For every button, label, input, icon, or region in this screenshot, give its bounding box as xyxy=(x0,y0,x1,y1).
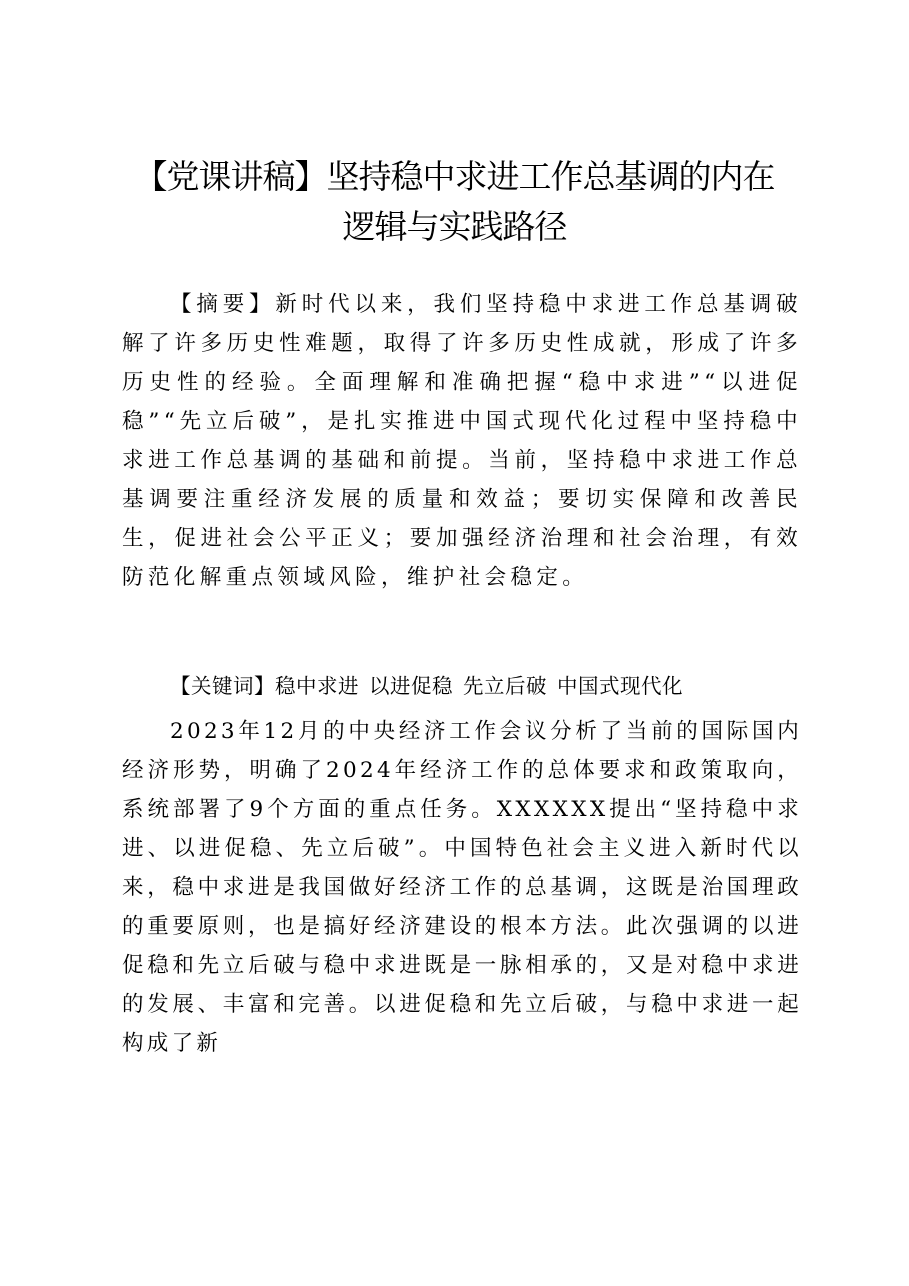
body-paragraph: 2023年12月的中央经济工作会议分析了当前的国际国内经济形势，明确了2024年经济工作的总体要求和政策取向，系统部署了9个方面的重点任务。XXXXXX提出“坚持稳中求进、以进促稳、先立后破”。中国特色社会主义进入新时代以来，稳中求进是我国做好经济工作的总基调，这既是治国理政的重要原则，也是搞好经济建设的根本方法。此次强调的以进促稳和先立后破与稳中求进既是一脉相承的，又是对稳中求进的发展、丰富和完善。以进促稳和先立后破，与稳中求进一起构成了新 xyxy=(122,719,802,1056)
title-line-1: 【党课讲稿】坚持稳中求进工作总基调的内在 xyxy=(134,157,775,196)
keyword: 稳中求进 xyxy=(275,674,359,698)
keywords-label: 【关键词】 xyxy=(170,674,275,698)
abstract-paragraph: 【摘要】新时代以来，我们坚持稳中求进工作总基调破解了许多历史性难题，取得了许多历史性成就，形成了许多历史性的经验。全面理解和准确把握“稳中求进”“以进促稳”“先立后破”，是扎实推进中国式现代化过程中坚持稳中求进工作总基调的基础和前提。当前，坚持稳中求进工作总基调要注重经济发展的质量和效益；要切实保障和改善民生，促进社会公平正义；要加强经济治理和社会治理，有效防范化解重点领域风险，维护社会稳定。 xyxy=(122,292,802,590)
keyword: 以进促稳 xyxy=(369,674,453,698)
keywords-line xyxy=(122,667,802,706)
keyword: 中国式现代化 xyxy=(557,674,683,698)
document-title xyxy=(100,152,809,252)
title-line-2: 逻辑与实践路径 xyxy=(342,207,567,246)
keyword: 先立后破 xyxy=(463,674,547,698)
